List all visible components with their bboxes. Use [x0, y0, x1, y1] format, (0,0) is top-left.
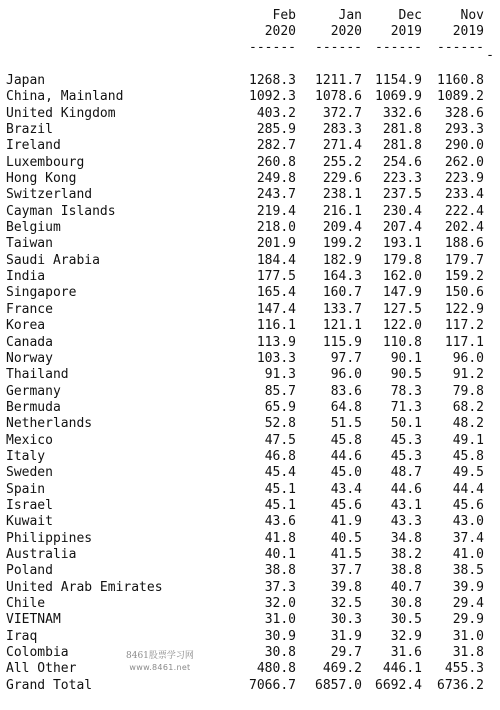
table-row — [0, 482, 500, 498]
watermark-line-2: www.8461.net — [129, 663, 191, 672]
row-label: Netherlands — [6, 416, 93, 432]
table-cell: 45.3 — [390, 448, 422, 464]
table-cell: 6736.2 — [437, 677, 484, 693]
table-cell: 184.4 — [256, 252, 296, 268]
table-cell: 165.4 — [256, 285, 296, 301]
table-cell: 40.5 — [330, 530, 362, 546]
table-cell: 403.2 — [256, 105, 296, 121]
table-cell: 188.6 — [444, 236, 484, 252]
row-label: Bermuda — [6, 399, 61, 415]
table-cell: 43.4 — [330, 481, 362, 497]
table-row — [0, 416, 500, 432]
table-cell: 48.2 — [452, 416, 484, 432]
table-body — [0, 73, 500, 694]
row-label: Cayman Islands — [6, 203, 116, 219]
table-cell: 41.9 — [330, 514, 362, 530]
table-cell: 45.1 — [264, 497, 296, 513]
table-cell: 7066.7 — [249, 677, 296, 693]
table-cell: 159.2 — [444, 269, 484, 285]
table-cell: 150.6 — [444, 285, 484, 301]
table-cell: 113.9 — [256, 334, 296, 350]
table-cell: 83.6 — [330, 383, 362, 399]
table-cell: 223.3 — [382, 171, 422, 187]
table-cell: 44.4 — [452, 481, 484, 497]
row-label: Thailand — [6, 367, 69, 383]
table-row — [0, 285, 500, 301]
table-cell: 31.9 — [330, 628, 362, 644]
table-cell: 71.3 — [390, 399, 422, 415]
table-cell: 32.0 — [264, 596, 296, 611]
table-cell: 43.0 — [452, 514, 484, 530]
row-label: France — [6, 301, 53, 317]
table-row — [0, 514, 500, 530]
table-cell: 230.4 — [382, 203, 422, 219]
table-cell: 281.8 — [382, 138, 422, 154]
table-cell: 122.9 — [444, 301, 484, 317]
table-cell: 160.7 — [322, 285, 362, 301]
table-cell: 162.0 — [382, 269, 422, 285]
table-cell: 96.0 — [330, 367, 362, 383]
table-cell: 45.3 — [390, 432, 422, 448]
table-cell: 243.7 — [256, 187, 296, 203]
table-cell: 85.7 — [264, 383, 296, 399]
table-cell: 32.9 — [390, 628, 422, 644]
table-cell: 6857.0 — [315, 677, 362, 693]
row-label: Taiwan — [6, 236, 53, 252]
row-label: Israel — [6, 497, 53, 513]
table-cell: 290.0 — [444, 138, 484, 154]
row-label: Japan — [6, 73, 46, 88]
table-cell: 32.5 — [330, 596, 362, 611]
table-cell: 45.6 — [330, 497, 362, 513]
column-month: Feb — [272, 8, 296, 23]
table-cell: 229.6 — [322, 171, 362, 187]
table-cell: 30.8 — [264, 645, 296, 661]
column-header-feb-2020 — [226, 8, 296, 56]
row-label: Poland — [6, 563, 53, 579]
table-cell: 38.8 — [264, 563, 296, 579]
table-row — [0, 302, 500, 318]
table-row — [0, 678, 500, 694]
table-cell: 30.3 — [330, 612, 362, 628]
table-cell: 45.8 — [330, 432, 362, 448]
table-cell: 41.8 — [264, 530, 296, 546]
table-cell: 332.6 — [382, 105, 422, 121]
table-cell: 78.3 — [390, 383, 422, 399]
row-label: Chile — [6, 596, 46, 611]
table-cell: 480.8 — [256, 661, 296, 677]
row-label: Hong Kong — [6, 171, 77, 187]
table-cell: 182.9 — [322, 252, 362, 268]
table-cell: 37.3 — [264, 579, 296, 595]
table-row — [0, 106, 500, 122]
row-label: Saudi Arabia — [6, 252, 100, 268]
table-row — [0, 596, 500, 612]
table-cell: 207.4 — [382, 220, 422, 236]
row-label: Spain — [6, 481, 46, 497]
table-cell: 41.0 — [452, 546, 484, 562]
table-cell: 37.7 — [330, 563, 362, 579]
table-cell: 38.2 — [390, 546, 422, 562]
table-cell: 177.5 — [256, 269, 296, 285]
table-cell: 41.5 — [330, 546, 362, 562]
column-month: Dec — [398, 8, 422, 23]
table-cell: 1078.6 — [315, 89, 362, 105]
table-cell: 455.3 — [444, 661, 484, 677]
row-label: Mexico — [6, 432, 53, 448]
table-cell: 45.0 — [330, 465, 362, 481]
table-row — [0, 220, 500, 236]
table-cell: 40.7 — [390, 579, 422, 595]
table-cell: 110.8 — [382, 334, 422, 350]
table-cell: 147.4 — [256, 301, 296, 317]
table-header — [0, 8, 500, 63]
table-cell: 45.8 — [452, 448, 484, 464]
column-year: 2020 — [330, 24, 362, 39]
column-month: Nov — [460, 8, 484, 23]
table-cell: 49.1 — [452, 432, 484, 448]
table-cell: 115.9 — [322, 334, 362, 350]
table-row — [0, 187, 500, 203]
row-label: Singapore — [6, 285, 77, 301]
table-cell: 31.8 — [452, 645, 484, 661]
table-row — [0, 612, 500, 628]
table-cell: 271.4 — [322, 138, 362, 154]
table-cell: 237.5 — [382, 187, 422, 203]
table-row — [0, 155, 500, 171]
table-cell: 29.9 — [452, 612, 484, 628]
row-label: Norway — [6, 350, 53, 366]
table-row — [0, 138, 500, 154]
table-row — [0, 73, 500, 89]
table-cell: 48.7 — [390, 465, 422, 481]
table-cell: 262.0 — [444, 154, 484, 170]
table-cell: 6692.4 — [375, 677, 422, 693]
table-cell: 91.3 — [264, 367, 296, 383]
table-cell: 1160.8 — [437, 73, 484, 88]
row-label: Kuwait — [6, 514, 53, 530]
column-year: 2019 — [390, 24, 422, 39]
column-header-dec-2019 — [352, 8, 422, 56]
table-cell: 91.2 — [452, 367, 484, 383]
row-label: Australia — [6, 546, 77, 562]
table-row — [0, 89, 500, 105]
table-row — [0, 449, 500, 465]
table-cell: 117.1 — [444, 334, 484, 350]
table-cell: 117.2 — [444, 318, 484, 334]
table-cell: 372.7 — [322, 105, 362, 121]
row-label: Canada — [6, 334, 53, 350]
table-row — [0, 236, 500, 252]
table-cell: 281.8 — [382, 122, 422, 138]
table-cell: 39.8 — [330, 579, 362, 595]
table-cell: 52.8 — [264, 416, 296, 432]
table-cell: 223.9 — [444, 171, 484, 187]
table-cell: 121.1 — [322, 318, 362, 334]
row-label: Grand Total — [6, 677, 93, 693]
table-cell: 193.1 — [382, 236, 422, 252]
table-row — [0, 580, 500, 596]
table-row — [0, 351, 500, 367]
table-row — [0, 563, 500, 579]
row-label: VIETNAM — [6, 612, 61, 628]
table-cell: 47.5 — [264, 432, 296, 448]
table-row — [0, 400, 500, 416]
table-row — [0, 335, 500, 351]
table-row — [0, 204, 500, 220]
table-cell: 29.4 — [452, 596, 484, 611]
column-year: 2020 — [264, 24, 296, 39]
table-cell: 218.0 — [256, 220, 296, 236]
table-cell: 255.2 — [322, 154, 362, 170]
table-row — [0, 531, 500, 547]
table-cell: 179.8 — [382, 252, 422, 268]
row-label: Belgium — [6, 220, 61, 236]
column-header-nov-2019 — [414, 8, 484, 56]
table-cell: 51.5 — [330, 416, 362, 432]
table-cell: 30.9 — [264, 628, 296, 644]
table-row — [0, 465, 500, 481]
table-row — [0, 547, 500, 563]
table-cell: 90.5 — [390, 367, 422, 383]
table-cell: 44.6 — [330, 448, 362, 464]
table-row — [0, 253, 500, 269]
table-row — [0, 629, 500, 645]
watermark — [126, 651, 194, 673]
table-cell: 164.3 — [322, 269, 362, 285]
table-cell: 43.6 — [264, 514, 296, 530]
column-year: 2019 — [452, 24, 484, 39]
table-cell: 65.9 — [264, 399, 296, 415]
table-cell: 1211.7 — [315, 73, 362, 88]
table-row — [0, 498, 500, 514]
table-cell: 31.6 — [390, 645, 422, 661]
table-cell: 127.5 — [382, 301, 422, 317]
table-row — [0, 122, 500, 138]
table-row — [0, 269, 500, 285]
table-cell: 31.0 — [264, 612, 296, 628]
row-label: Brazil — [6, 122, 53, 138]
table-cell: 46.8 — [264, 448, 296, 464]
table-cell: 103.3 — [256, 350, 296, 366]
row-label: Italy — [6, 448, 46, 464]
table-cell: 199.2 — [322, 236, 362, 252]
row-label: Germany — [6, 383, 61, 399]
row-label: Korea — [6, 318, 46, 334]
table-cell: 39.9 — [452, 579, 484, 595]
table-cell: 50.1 — [390, 416, 422, 432]
column-rule: ------ — [315, 40, 362, 55]
table-cell: 34.8 — [390, 530, 422, 546]
table-cell: 233.4 — [444, 187, 484, 203]
watermark-line-1: 8461股票学习网 — [126, 651, 194, 661]
table-cell: 29.7 — [330, 645, 362, 661]
table-cell: 38.5 — [452, 563, 484, 579]
table-cell: 283.3 — [322, 122, 362, 138]
table-cell: 64.8 — [330, 399, 362, 415]
table-cell: 1092.3 — [249, 89, 296, 105]
table-cell: 116.1 — [256, 318, 296, 334]
table-cell: 209.4 — [322, 220, 362, 236]
table-cell: 45.1 — [264, 481, 296, 497]
table-row — [0, 384, 500, 400]
row-label: China, Mainland — [6, 89, 124, 105]
table-cell: 122.0 — [382, 318, 422, 334]
row-label: Colombia — [6, 645, 69, 661]
table-cell: 97.7 — [330, 350, 362, 366]
table-row — [0, 367, 500, 383]
table-cell: 1069.9 — [375, 89, 422, 105]
table-cell: 201.9 — [256, 236, 296, 252]
table-cell: 43.1 — [390, 497, 422, 513]
row-label: Luxembourg — [6, 154, 85, 170]
table-cell: 44.6 — [390, 481, 422, 497]
table-cell: 219.4 — [256, 203, 296, 219]
table-cell: 49.5 — [452, 465, 484, 481]
row-label: India — [6, 269, 46, 285]
table-cell: 328.6 — [444, 105, 484, 121]
table-cell: 1089.2 — [437, 89, 484, 105]
column-rule: ------ — [375, 40, 422, 55]
header-edge-mark: - — [486, 48, 494, 63]
table-cell: 147.9 — [382, 285, 422, 301]
table-cell: 38.8 — [390, 563, 422, 579]
table-cell: 216.1 — [322, 203, 362, 219]
table-cell: 254.6 — [382, 154, 422, 170]
table-row — [0, 433, 500, 449]
table-cell: 1268.3 — [249, 73, 296, 88]
table-cell: 249.8 — [256, 171, 296, 187]
table-cell: 90.1 — [390, 350, 422, 366]
row-label: United Kingdom — [6, 105, 116, 121]
table-cell: 202.4 — [444, 220, 484, 236]
table-row — [0, 645, 500, 661]
table-cell: 469.2 — [322, 661, 362, 677]
column-month: Jan — [338, 8, 362, 23]
table-cell: 30.5 — [390, 612, 422, 628]
table-cell: 43.3 — [390, 514, 422, 530]
table-cell: 1154.9 — [375, 73, 422, 88]
row-label: Ireland — [6, 138, 61, 154]
table-cell: 293.3 — [444, 122, 484, 138]
table-cell: 96.0 — [452, 350, 484, 366]
table-cell: 45.6 — [452, 497, 484, 513]
row-label: Sweden — [6, 465, 53, 481]
table-cell: 40.1 — [264, 546, 296, 562]
table-cell: 238.1 — [322, 187, 362, 203]
table-row — [0, 171, 500, 187]
table-row — [0, 318, 500, 334]
table-cell: 260.8 — [256, 154, 296, 170]
table-cell: 446.1 — [382, 661, 422, 677]
table-cell: 45.4 — [264, 465, 296, 481]
table-cell: 31.0 — [452, 628, 484, 644]
row-label: Philippines — [6, 530, 93, 546]
table-cell: 37.4 — [452, 530, 484, 546]
table-cell: 222.4 — [444, 203, 484, 219]
row-label: Switzerland — [6, 187, 93, 203]
row-label: Iraq — [6, 628, 38, 644]
row-label: United Arab Emirates — [6, 579, 163, 595]
column-rule: ------ — [437, 40, 484, 55]
table-cell: 133.7 — [322, 301, 362, 317]
row-label: All Other — [6, 661, 77, 677]
table-cell: 282.7 — [256, 138, 296, 154]
table-cell: 68.2 — [452, 399, 484, 415]
table-cell: 79.8 — [452, 383, 484, 399]
column-rule: ------ — [249, 40, 296, 55]
table-cell: 285.9 — [256, 122, 296, 138]
table-cell: 30.8 — [390, 596, 422, 611]
table-row — [0, 661, 500, 677]
table-cell: 179.7 — [444, 252, 484, 268]
